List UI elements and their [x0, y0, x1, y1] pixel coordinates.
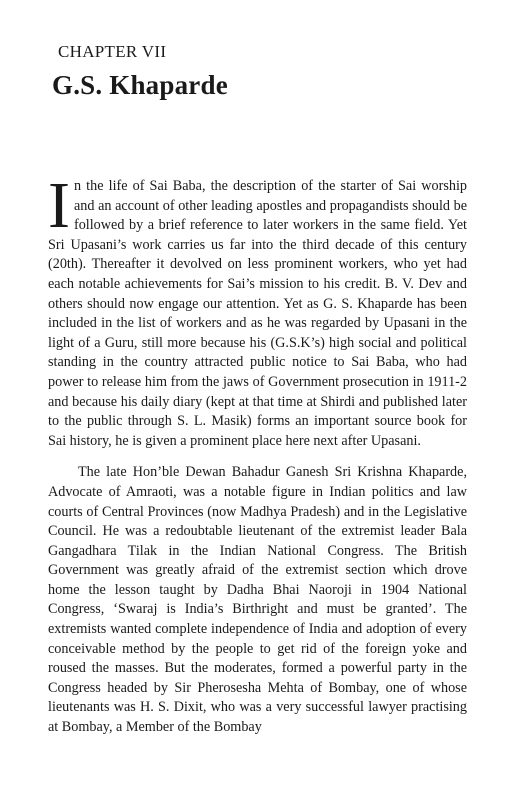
paragraph-2: The late Hon’ble Dewan Bahadur Ganesh Sri Krishna Khaparde, Advocate of Amraoti, was a notable figure in Indian politics and law courts of Central Provinces (now Madhya Pradesh) and in the Legislative Council. He was a redoubtable lieutenant of the extremist leader Bala Gangadhara Tilak in the Indian National Congress. The British Government was greatly afraid of the extremist section which drove home the lesson taught by Dadha Bhai Naoroji in 1904 National Congress, ‘Swaraj is India’s Birthright and must be granted’. The extremists wanted complete independence of India and adoption of every conceivable method by the people to get rid of the foreign yoke and roused the masses. But the moderates, formed a powerful party in the Congress headed by Sir Pherosesha Mehta of Bombay, one of whose lieutenants was H. S. Dixit, who was a very successful lawyer practising at Bombay, a Member of the Bombay: [48, 464, 467, 736]
paragraph-1-text: n the life of Sai Baba, the description of the starter of Sai worship and an account of other leading apostles and propagandists should be followed by a brief reference to later workers in the same field. Yet Sri Upasani’s work carries us far into the third decade of this century (20th). Thereafter it devolved on less prominent workers, who yet had each notable achievements for Sai’s mission to his credit. B. V. Dev and others should now engage our attention. Yet as G. S. Khaparde has been included in the list of workers and as he was regarded by Upasani in the light of a Guru, still more because his (G.S.K’s) high social and political standing in the country attracted public notice to Sai Baba, who had power to release him from the jaws of Government prosecution in 1911-2 and because his daily diary (kept at that time at Shirdi and published later to the public through S. L. Masik) forms an important source book for Sai history, he is given a prominent place here next after Upasani.: [48, 178, 467, 449]
chapter-label: CHAPTER VII: [58, 42, 167, 61]
chapter-title: G.S. Khaparde: [52, 70, 228, 100]
drop-cap: I: [48, 169, 70, 242]
chapter-body: [48, 169, 467, 738]
paragraph-1: [48, 169, 467, 451]
